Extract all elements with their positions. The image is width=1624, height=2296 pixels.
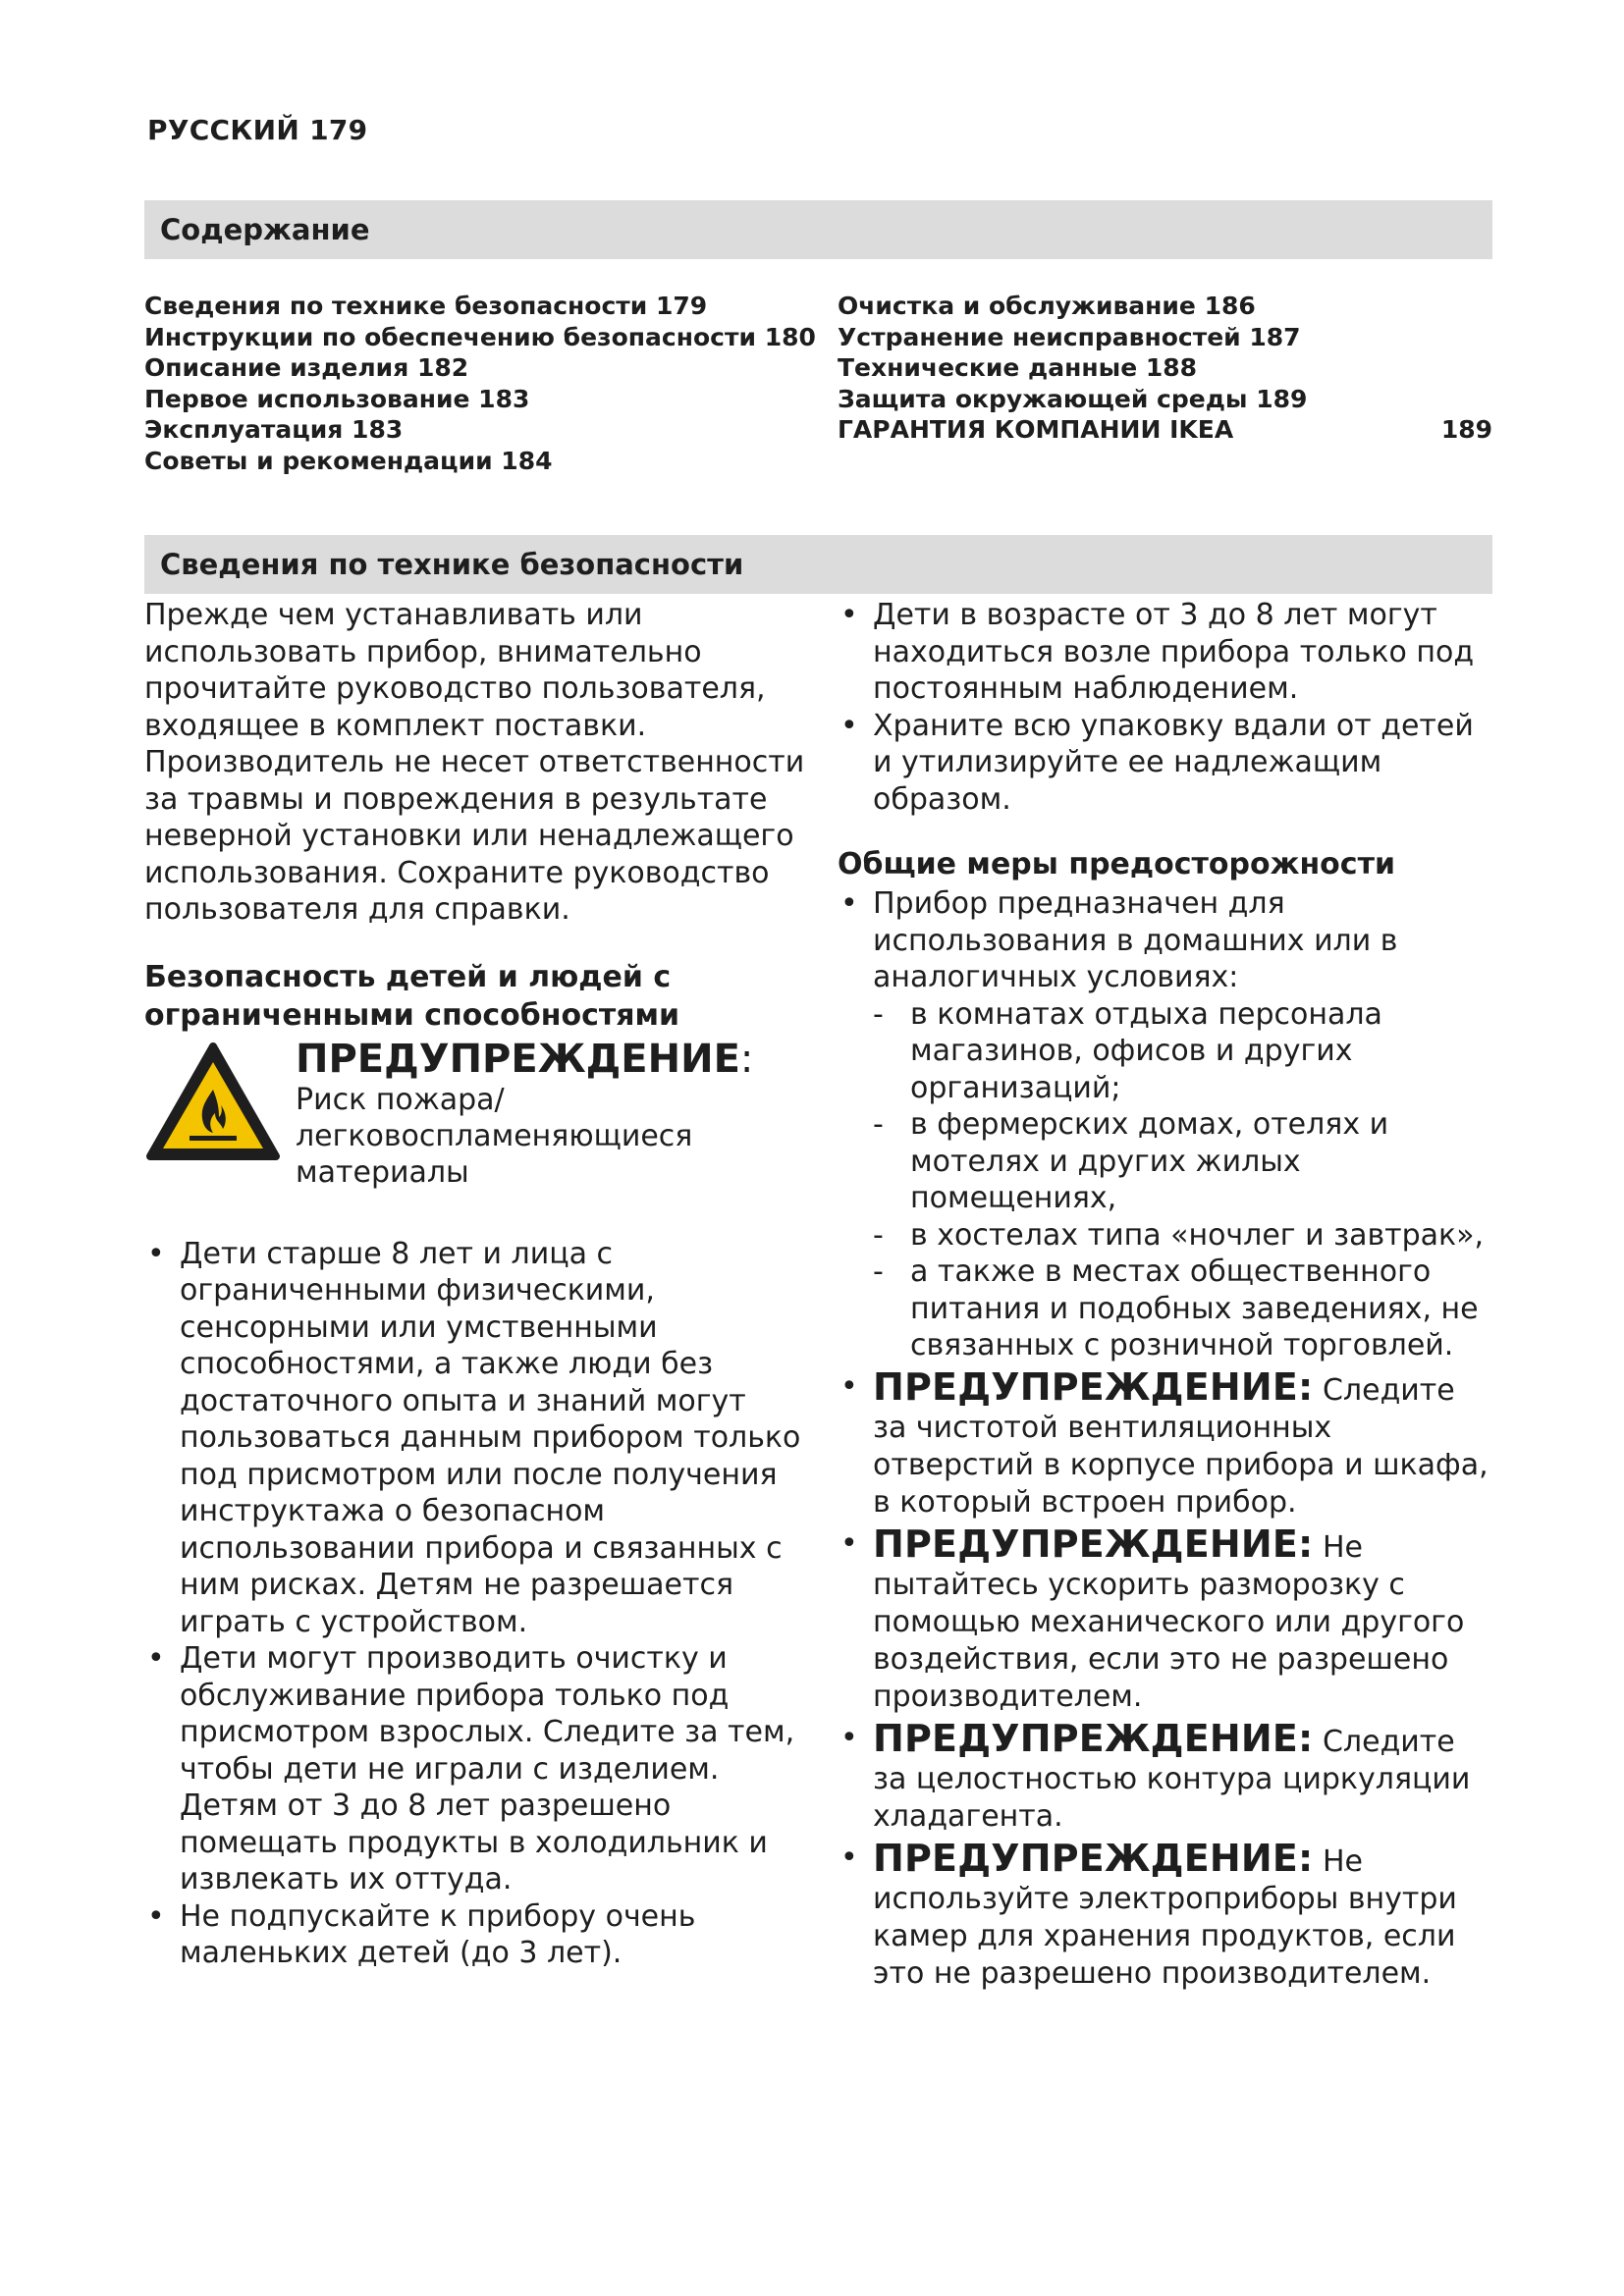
warning-item xyxy=(838,1522,1492,1716)
flammable-warning-icon xyxy=(144,1041,282,1162)
warning-item xyxy=(838,1364,1492,1522)
children-heading: Безопасность детей и людей с ограниченными способностями xyxy=(144,959,680,1033)
toc-entry-warranty[interactable] xyxy=(838,414,1492,446)
fire-warning xyxy=(144,1037,812,1191)
list-item: • Дети в возрасте от 3 до 8 лет могут находиться возле прибора только под постоянным наблюдением. xyxy=(838,597,1492,708)
safety-intro: Прежде чем устанавливать или использовать прибор, внимательно прочитайте руководство пользователя, входящее в комплект поставки. Производитель не несет ответственности за травмы и повреждения в результате неверной установки или ненадлежащего использования. Сохраните руководство пользователя для справки. xyxy=(144,598,805,927)
warning-label: ПРЕДУПРЕЖДЕНИЕ: xyxy=(873,1522,1314,1566)
warning-item xyxy=(838,1836,1492,1993)
places-dash-list xyxy=(873,996,1492,1364)
toc-entry[interactable]: Технические данные 188 xyxy=(838,353,1198,382)
toc-warranty-label: ГАРАНТИЯ КОМПАНИИ IKEA xyxy=(838,415,1234,444)
toc-left-column xyxy=(144,291,816,476)
list-item: - в фермерских домах, отелях и мотелях и других жилых помещениях, xyxy=(873,1106,1492,1217)
general-bullet-list xyxy=(838,885,1492,1993)
general-intro: Прибор предназначен для использования в домашних или в аналогичных условиях: xyxy=(873,886,1398,994)
warning-text: Следите за чистотой вентиляционных отверстий в корпусе прибора и шкафа, в который встроен прибор. xyxy=(873,1372,1489,1520)
list-item: - в комнатах отдыха персонала магазинов, офисов и других организаций; xyxy=(873,996,1492,1107)
list-item: • Храните всю упаковку вдали от детей и утилизируйте ее надлежащим образом. xyxy=(838,708,1492,819)
list-item: - а также в местах общественного питания и подобных заведениях, не связанных с розничной торговлей. xyxy=(873,1254,1492,1364)
warning-label: ПРЕДУПРЕЖДЕНИЕ: xyxy=(873,1364,1314,1409)
general-heading: Общие меры предосторожности xyxy=(838,847,1395,881)
warning-label: ПРЕДУПРЕЖДЕНИЕ: xyxy=(873,1836,1314,1880)
warning-label: ПРЕДУПРЕЖДЕНИЕ: xyxy=(873,1716,1314,1760)
warning-item xyxy=(838,1716,1492,1836)
toc-title-bar xyxy=(144,200,1492,259)
page-header: РУССКИЙ 179 xyxy=(147,114,368,146)
list-item: • Не подпускайте к прибору очень маленьких детей (до 3 лет). xyxy=(144,1898,812,1972)
warning-text: Не пытайтесь ускорить разморозку с помощью механического или другого воздействия, если это не разрешено производителем. xyxy=(873,1529,1465,1714)
fire-warning-text-block xyxy=(296,1037,812,1191)
warning-description: Риск пожара/ легковоспламеняющиеся материалы xyxy=(296,1082,693,1190)
toc-entry[interactable]: Описание изделия 182 xyxy=(144,353,469,382)
list-item: • Дети старше 8 лет и лица с ограниченными физическими, сенсорными или умственными способностями, а также люди без достаточного опыта и знаний могут пользоваться данным прибором только под присмотром или после получения инструктажа о безопасном использовании прибора и связанных с ним рисках. Детям не разрешается играть с устройством. xyxy=(144,1236,812,1641)
toc-right-column xyxy=(838,291,1492,446)
safety-right-column xyxy=(838,597,1492,1993)
toc-entry[interactable]: Советы и рекомендации 184 xyxy=(144,446,553,475)
toc-entry[interactable]: Эксплуатация 183 xyxy=(144,415,404,444)
warning-heading: ПРЕДУПРЕЖДЕНИЕ: xyxy=(296,1036,754,1082)
safety-title-bar xyxy=(144,535,1492,594)
list-item: • Дети могут производить очистку и обслуживание прибора только под присмотром взрослых. Следите за тем, чтобы дети не играли с изделием. Детям от 3 до 8 лет разрешено помещать продукты в холодильник и извлекать их оттуда. xyxy=(144,1640,812,1898)
toc-entry[interactable]: Очистка и обслуживание 186 xyxy=(838,292,1256,320)
children-bullet-list xyxy=(144,1236,812,1972)
children-bullet-list-continued xyxy=(838,597,1492,818)
toc-entry[interactable]: Устранение неисправностей 187 xyxy=(838,322,1301,351)
toc-entry[interactable]: Первое использование 183 xyxy=(144,384,530,413)
list-item: - в хостелах типа «ночлег и завтрак», xyxy=(873,1217,1492,1255)
toc-entry[interactable]: Инструкции по обеспечению безопасности 180 xyxy=(144,322,816,351)
safety-left-column xyxy=(144,597,812,1972)
toc-title: Содержание xyxy=(160,213,370,246)
warning-text: Следите за целостностью контура циркуляции хладагента. xyxy=(873,1724,1471,1834)
toc-entry[interactable]: Защита окружающей среды 189 xyxy=(838,384,1308,413)
toc-warranty-page: 189 xyxy=(1440,415,1492,444)
warning-text: Не используйте электроприборы внутри камер для хранения продуктов, если это не разрешено производителем. xyxy=(873,1843,1457,1991)
list-item xyxy=(838,885,1492,1364)
safety-title: Сведения по технике безопасности xyxy=(160,548,744,581)
toc-entry[interactable]: Сведения по технике безопасности 179 xyxy=(144,292,708,320)
